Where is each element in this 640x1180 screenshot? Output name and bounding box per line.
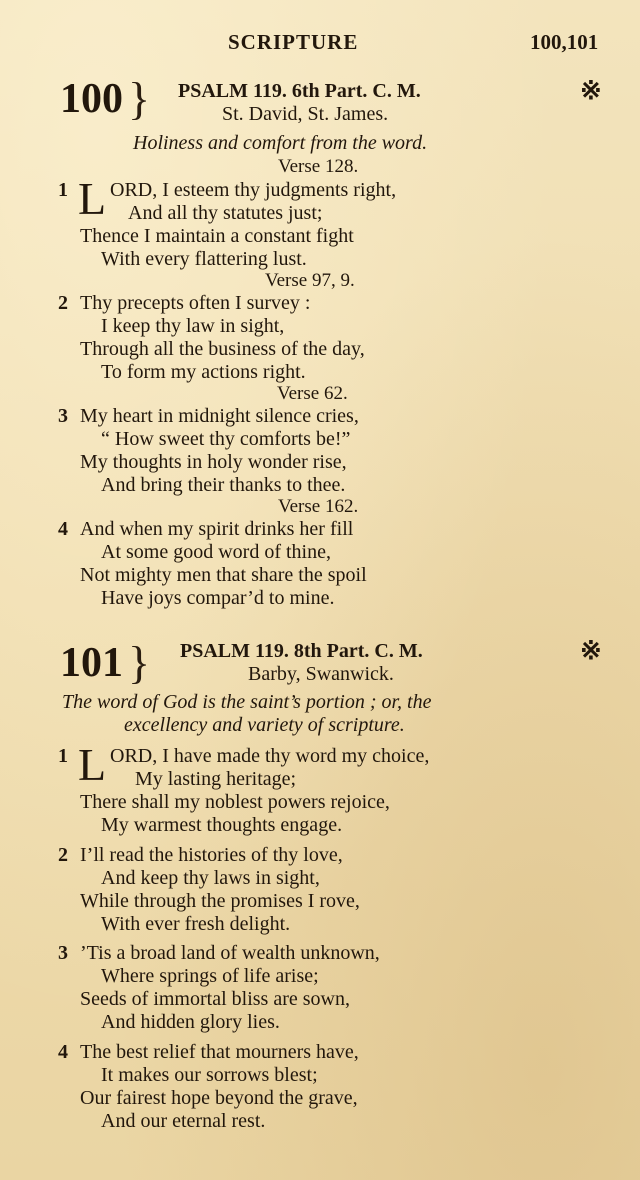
verse-reference: Verse 62. [277, 383, 348, 404]
asterism-mark: ※ [580, 636, 602, 666]
hymn-line: Where springs of life arise; [101, 965, 319, 987]
hymn-line: My thoughts in holy wonder rise, [80, 451, 347, 473]
psalm-heading: PSALM 119. 6th Part. C. M. [178, 80, 421, 102]
stanza-number: 1 [58, 179, 68, 201]
hymn-line: It makes our sorrows blest; [101, 1064, 318, 1086]
stanza-number: 2 [58, 292, 68, 314]
hymn-line: My lasting heritage; [135, 768, 297, 790]
hymn-line: There shall my noblest powers rejoice, [80, 791, 390, 813]
tune-names: Barby, Swanwick. [248, 663, 394, 685]
hymn-line: ORD, I esteem thy judgments right, [110, 179, 397, 201]
stanza-number: 4 [58, 518, 68, 540]
stanza-number: 3 [58, 405, 68, 427]
hymn-number: 101 [60, 640, 123, 686]
hymn-line: And hidden glory lies. [101, 1011, 280, 1033]
hymn-line: And our eternal rest. [101, 1110, 266, 1132]
stanza-number: 1 [58, 745, 68, 767]
hymn-line: I’ll read the histories of thy love, [80, 844, 343, 866]
hymn-line: Our fairest hope beyond the grave, [80, 1087, 358, 1109]
hymn-line: Have joys compar’d to mine. [101, 587, 335, 609]
hymn-line: While through the promises I rove, [80, 890, 360, 912]
brace: } [128, 73, 151, 124]
hymn-line: And keep thy laws in sight, [101, 867, 320, 889]
stanza-number: 4 [58, 1041, 68, 1063]
hymn-subtitle: excellency and variety of scripture. [124, 714, 405, 736]
tune-names: St. David, St. James. [222, 103, 389, 125]
hymn-line: I keep thy law in sight, [101, 315, 285, 337]
hymn-line: With ever fresh delight. [101, 913, 291, 935]
psalm-heading: PSALM 119. 8th Part. C. M. [180, 640, 423, 662]
hymn-line: Seeds of immortal bliss are sown, [80, 988, 350, 1010]
hymn-subtitle: The word of God is the saint’s portion ; or, the [62, 691, 432, 713]
hymn-line: My heart in midnight silence cries, [80, 405, 359, 427]
hymn-line: Not mighty men that share the spoil [80, 564, 367, 586]
verse-reference: Verse 97, 9. [265, 270, 355, 291]
stanza-number: 2 [58, 844, 68, 866]
hymn-line: Thy precepts often I survey : [80, 292, 311, 314]
running-title: SCRIPTURE [228, 30, 359, 54]
hymn-line: “ How sweet thy comforts be!” [101, 428, 351, 450]
hymn-subtitle: Holiness and comfort from the word. [133, 132, 428, 154]
hymn-line: To form my actions right. [101, 361, 306, 383]
hymn-line: The best relief that mourners have, [80, 1041, 359, 1063]
asterism-mark: ※ [580, 76, 602, 106]
hymn-line: ORD, I have made thy word my choice, [110, 745, 430, 767]
hymn-line: My warmest thoughts engage. [101, 814, 343, 836]
page-numbers: 100,101 [530, 30, 599, 54]
hymn-line: Through all the business of the day, [80, 338, 365, 360]
verse-reference: Verse 128. [278, 156, 359, 177]
hymn-line: At some good word of thine, [101, 541, 331, 563]
stanza-number: 3 [58, 942, 68, 964]
hymn-line: And all thy statutes just; [128, 202, 323, 224]
hymn-line: And when my spirit drinks her fill [80, 518, 354, 540]
drop-cap: L [78, 739, 107, 790]
hymn-line: And bring their thanks to thee. [101, 474, 346, 496]
brace: } [128, 637, 151, 688]
hymn-line: ’Tis a broad land of wealth unknown, [80, 942, 380, 964]
verse-reference: Verse 162. [278, 496, 359, 517]
drop-cap: L [78, 173, 107, 224]
hymn-line: Thence I maintain a constant fight [80, 225, 354, 247]
hymn-number: 100 [60, 76, 123, 122]
hymn-line: With every flattering lust. [101, 248, 307, 270]
